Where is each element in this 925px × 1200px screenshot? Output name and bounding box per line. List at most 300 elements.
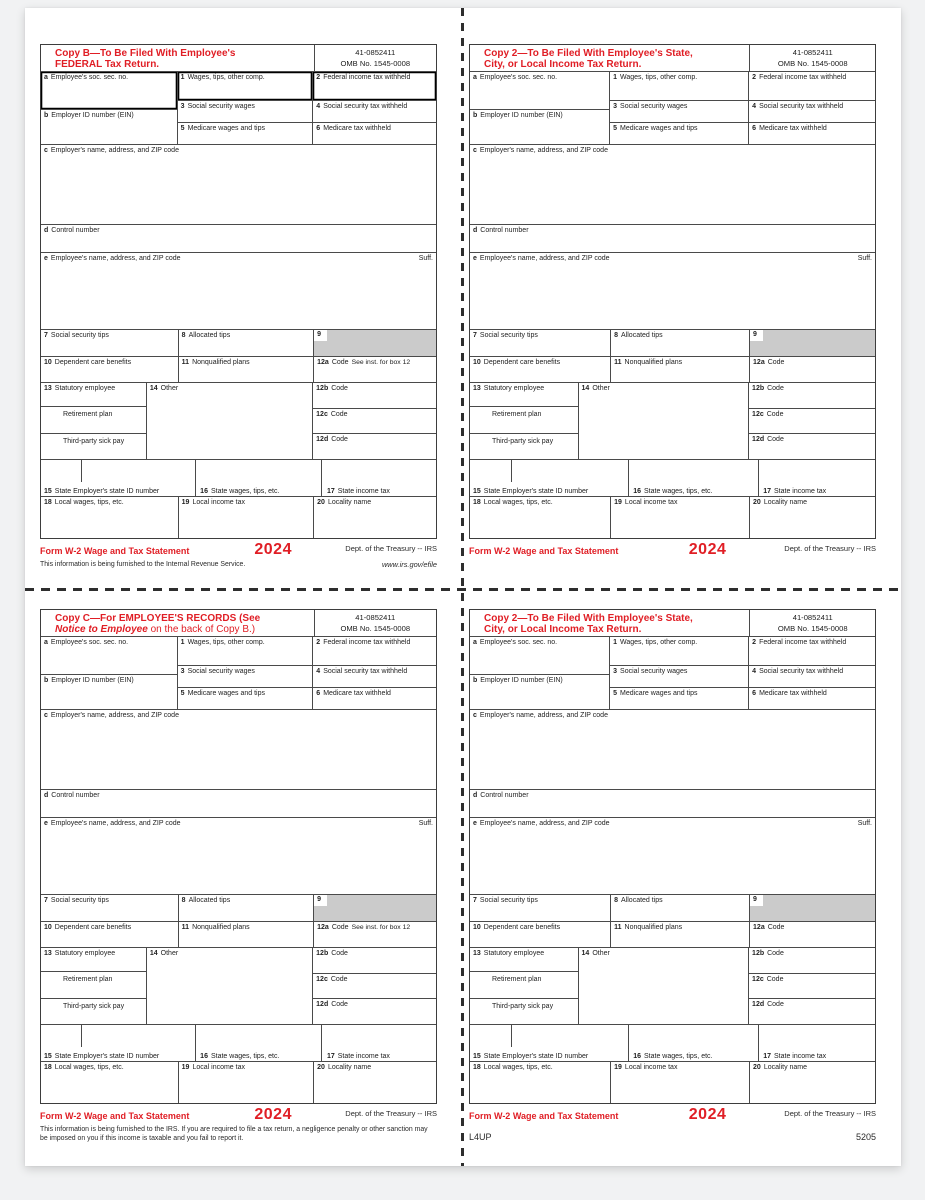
box-label: State wages, tips, etc. bbox=[644, 488, 713, 495]
box-13-retirement-plan bbox=[470, 972, 578, 998]
box-20-locality-name bbox=[313, 497, 436, 538]
boxes-5-6-row bbox=[610, 688, 875, 709]
boxes-a-b-column bbox=[470, 637, 610, 709]
copy-title bbox=[470, 45, 749, 71]
box-e-label-group bbox=[470, 253, 613, 329]
box-number: 2 bbox=[752, 639, 757, 646]
box-number: 12a bbox=[317, 359, 329, 366]
box-15-state-employer-id bbox=[44, 1053, 159, 1060]
box-c-employer-name-address bbox=[470, 710, 875, 790]
box-13-statutory-employee bbox=[41, 948, 146, 972]
box-number: 18 bbox=[473, 499, 481, 506]
boxes-3-4-row bbox=[610, 666, 875, 688]
divider-15-16 bbox=[628, 460, 629, 496]
box-number: 1 bbox=[180, 639, 185, 646]
divider-16-17 bbox=[758, 1025, 759, 1061]
box-14-other bbox=[579, 948, 750, 1024]
box-label: Allocated tips bbox=[188, 897, 231, 904]
box-9-shaded bbox=[749, 330, 875, 356]
box-letter: c bbox=[473, 147, 477, 154]
box-number: 12c bbox=[316, 410, 328, 418]
box-number: 12d bbox=[752, 1001, 765, 1009]
box-label: Employer's name, address, and ZIP code bbox=[479, 147, 608, 154]
box-13-retirement-plan bbox=[470, 407, 578, 433]
box-e-employee-name-address bbox=[470, 253, 875, 330]
box-17-state-income-tax bbox=[327, 1053, 390, 1060]
box-number: 7 bbox=[44, 332, 48, 339]
box-d-control-number bbox=[41, 225, 436, 253]
boxes-18-19-20-row bbox=[41, 497, 436, 538]
box-label: Medicare tax withheld bbox=[759, 125, 827, 132]
box-7-social-security-tips bbox=[41, 895, 178, 921]
box-label: Code bbox=[766, 410, 784, 418]
box-number: 20 bbox=[317, 1064, 325, 1071]
box-label: Code bbox=[767, 436, 784, 444]
copy-title bbox=[41, 45, 314, 71]
boxes-1-2-row bbox=[610, 72, 875, 101]
box-label: Social security tax withheld bbox=[323, 668, 408, 675]
w2-copy-c-records-form bbox=[40, 609, 437, 1143]
boxes-a-to-6-region bbox=[41, 637, 436, 710]
box-label: Employee's soc. sec. no. bbox=[479, 639, 558, 646]
box-label: Social security tips bbox=[50, 332, 109, 339]
box-number: 10 bbox=[44, 924, 52, 931]
boxes-13-14-12bcd-row bbox=[41, 948, 436, 1025]
box-20-locality-name bbox=[313, 1062, 436, 1103]
box-b-employer-ein bbox=[470, 675, 609, 709]
boxes-5-6-row bbox=[610, 123, 875, 144]
box-number: 16 bbox=[633, 1053, 641, 1060]
boxes-13-14-12bcd-row bbox=[41, 383, 436, 460]
box-number: 5 bbox=[180, 125, 185, 132]
boxes-1-2-row bbox=[178, 637, 436, 666]
box-label: Dependent care benefits bbox=[54, 359, 132, 366]
copy-title-line1: Copy 2—To Be Filed With Employee's State, bbox=[484, 47, 693, 59]
boxes-1-to-6-column bbox=[610, 72, 875, 144]
box-6-medicare-tax-withheld bbox=[749, 123, 875, 144]
box-label: Social security tax withheld bbox=[759, 103, 844, 110]
box-16-state-wages bbox=[633, 488, 712, 495]
boxes-1-to-6-column bbox=[178, 72, 436, 144]
box-6-medicare-tax-withheld bbox=[313, 688, 436, 709]
box-label: State income tax bbox=[774, 488, 827, 495]
box-9-shaded bbox=[313, 895, 436, 921]
treasury-dept-label: Dept. of the Treasury -- IRS bbox=[345, 1109, 437, 1118]
box-number: 12b bbox=[316, 950, 329, 957]
form-name: Form W-2 Wage and Tax Statement bbox=[40, 546, 190, 556]
box-5-medicare-wages bbox=[610, 123, 749, 144]
box-number: 12c bbox=[316, 975, 328, 983]
box-20-locality-name bbox=[749, 497, 875, 538]
box-12d-code bbox=[749, 999, 875, 1024]
box-letter: d bbox=[473, 227, 478, 234]
box-label: Other bbox=[592, 950, 610, 957]
box-letter: c bbox=[44, 147, 48, 154]
box-letter: a bbox=[44, 639, 48, 646]
box-18-local-wages bbox=[470, 497, 610, 538]
footnote-left: This information is being furnished to the Internal Revenue Service. bbox=[40, 561, 246, 568]
box-label: Medicare tax withheld bbox=[759, 690, 827, 697]
box-number: 9 bbox=[314, 330, 327, 341]
copy-title-line2-rest: on the back of Copy B.) bbox=[147, 623, 256, 635]
box-3-social-security-wages bbox=[178, 101, 314, 122]
box-label: Nonqualified plans bbox=[624, 924, 683, 931]
boxes-12bcd-column bbox=[313, 383, 436, 459]
box-label: State Employer's state ID number bbox=[54, 1053, 160, 1060]
boxes-10-11-12a-row bbox=[470, 922, 875, 948]
box-13-third-party-sick-pay bbox=[470, 434, 578, 459]
box-label: Local income tax bbox=[192, 499, 245, 506]
box-13-third-party-sick-pay bbox=[41, 999, 146, 1024]
copy-title-line2 bbox=[55, 59, 312, 70]
box-letter: c bbox=[473, 712, 477, 719]
boxes-10-11-12a-row bbox=[470, 357, 875, 383]
form-control-number: 41-0852411 bbox=[792, 613, 833, 622]
form-header-row bbox=[470, 45, 875, 72]
boxes-1-to-6-column bbox=[178, 637, 436, 709]
box-number: 15 bbox=[44, 488, 52, 495]
box-5-medicare-wages bbox=[178, 688, 314, 709]
box-7-social-security-tips bbox=[470, 330, 610, 356]
box-number: 13 bbox=[473, 950, 481, 957]
footnote-left: This information is being furnished to the IRS. If you are required to file a tax return, a negligence penalty or other sanction may be imposed on you if this income is taxable and you fail to report it. bbox=[40, 1126, 428, 1142]
box-e-employee-name-address bbox=[41, 253, 436, 330]
boxes-15-16-17-row bbox=[470, 460, 875, 497]
box-12-instructions-note: See inst. for box 12 bbox=[351, 924, 411, 931]
box-4-social-security-tax-withheld bbox=[313, 101, 436, 122]
box-number: 19 bbox=[614, 1064, 622, 1071]
box-12c-code bbox=[749, 974, 875, 1000]
box-number: 8 bbox=[181, 897, 186, 904]
box-11-nonqualified-plans bbox=[610, 922, 749, 947]
box-15-state-employer-id bbox=[473, 1053, 588, 1060]
boxes-18-19-20-row bbox=[41, 1062, 436, 1103]
box-number: 7 bbox=[473, 897, 477, 904]
box-1-wages-tips bbox=[610, 72, 749, 100]
box-number: 1 bbox=[613, 639, 618, 646]
footnote-left: L4UP bbox=[469, 1132, 492, 1142]
form-control-number: 41-0852411 bbox=[355, 613, 396, 622]
box-number: 11 bbox=[614, 924, 622, 931]
box-label: State Employer's state ID number bbox=[483, 1053, 589, 1060]
box-12c-code bbox=[749, 409, 875, 435]
box-2-federal-income-tax-withheld bbox=[313, 637, 436, 665]
box-label: Retirement plan bbox=[63, 976, 113, 984]
copy-title-line1: Copy 2—To Be Filed With Employee's State, bbox=[484, 612, 693, 624]
box-label: Retirement plan bbox=[63, 411, 113, 419]
box-label: Control number bbox=[480, 227, 529, 234]
box-7-social-security-tips bbox=[470, 895, 610, 921]
box-19-local-income-tax bbox=[178, 1062, 313, 1103]
box-number: 12b bbox=[752, 385, 765, 392]
box-number: 20 bbox=[317, 499, 325, 506]
box-11-nonqualified-plans bbox=[178, 357, 313, 382]
box-12a-code bbox=[313, 922, 436, 947]
box-12c-code bbox=[313, 974, 436, 1000]
box-label: State wages, tips, etc. bbox=[644, 1053, 713, 1060]
box-10-dependent-care-benefits bbox=[470, 922, 610, 947]
box-number: 6 bbox=[752, 125, 757, 132]
box-a-employee-ssn bbox=[470, 72, 609, 110]
box-9-shaded bbox=[313, 330, 436, 356]
box-13-checkbox-column bbox=[41, 948, 147, 1024]
box-13-third-party-sick-pay bbox=[470, 999, 578, 1024]
box-number: 18 bbox=[44, 1064, 52, 1071]
box-label: Code bbox=[767, 950, 784, 957]
box-label: Employee's soc. sec. no. bbox=[50, 74, 129, 81]
box-number: 12b bbox=[316, 385, 329, 392]
box-number: 11 bbox=[181, 924, 190, 931]
box-letter: e bbox=[44, 820, 48, 827]
box-e-label-group bbox=[41, 818, 184, 894]
divider-15-16 bbox=[195, 460, 196, 496]
box-label: Code bbox=[331, 385, 348, 392]
box-17-state-income-tax bbox=[763, 1053, 826, 1060]
box-label: Nonqualified plans bbox=[624, 359, 683, 366]
state-abbrev-divider bbox=[511, 460, 512, 482]
box-number: 12a bbox=[753, 359, 765, 366]
box-number: 4 bbox=[316, 103, 321, 110]
tax-year: 2024 bbox=[254, 541, 292, 558]
box-6-medicare-tax-withheld bbox=[313, 123, 436, 144]
box-19-local-income-tax bbox=[610, 1062, 749, 1103]
state-abbrev-divider bbox=[81, 1025, 82, 1047]
box-number: 19 bbox=[614, 499, 622, 506]
tax-year: 2024 bbox=[688, 541, 727, 558]
box-1-wages-tips bbox=[178, 637, 314, 665]
box-number: 13 bbox=[44, 385, 52, 392]
box-label: Local wages, tips, etc. bbox=[54, 1064, 124, 1071]
box-11-nonqualified-plans bbox=[178, 922, 313, 947]
box-number: 2 bbox=[316, 74, 321, 81]
box-a-employee-ssn bbox=[41, 637, 177, 675]
boxes-1-2-row bbox=[178, 72, 436, 101]
box-13-checkbox-column bbox=[470, 383, 579, 459]
boxes-a-to-6-region bbox=[470, 72, 875, 145]
boxes-7-8-9-row bbox=[41, 895, 436, 922]
boxes-18-19-20-row bbox=[470, 1062, 875, 1103]
state-abbrev-divider bbox=[511, 1025, 512, 1047]
box-b-employer-ein bbox=[41, 110, 177, 144]
box-letter: e bbox=[473, 255, 477, 262]
boxes-7-8-9-row bbox=[41, 330, 436, 357]
box-letter: a bbox=[473, 74, 477, 81]
box-label: Social security wages bbox=[620, 668, 688, 675]
box-label: Employer ID number (EIN) bbox=[480, 112, 563, 119]
box-number: 17 bbox=[326, 1053, 335, 1060]
box-10-dependent-care-benefits bbox=[41, 357, 178, 382]
boxes-a-b-column bbox=[41, 72, 178, 144]
box-label: Wages, tips, other comp. bbox=[187, 74, 265, 81]
box-number: 20 bbox=[753, 499, 761, 506]
box-number: 12c bbox=[752, 410, 764, 418]
w2-form-grid bbox=[40, 609, 437, 1104]
box-label: Third-party sick pay bbox=[63, 1002, 125, 1010]
box-12b-code bbox=[313, 948, 436, 974]
box-12a-code bbox=[749, 357, 875, 382]
suffix-label: Suff. bbox=[857, 820, 872, 827]
copy-title-line2-rest: City, or Local Income Tax Return. bbox=[484, 623, 642, 635]
box-label: Local wages, tips, etc. bbox=[483, 1064, 553, 1071]
box-number: 14 bbox=[581, 385, 590, 392]
box-number: 1 bbox=[180, 74, 185, 81]
box-label: Dependent care benefits bbox=[483, 924, 561, 931]
box-label: Employer's name, address, and ZIP code bbox=[50, 147, 179, 154]
box-label: State Employer's state ID number bbox=[483, 488, 589, 495]
boxes-13-14-12bcd-row bbox=[470, 948, 875, 1025]
box-8-allocated-tips bbox=[610, 330, 749, 356]
form-footer bbox=[469, 1106, 876, 1125]
form-footnote bbox=[40, 1126, 437, 1143]
footnote-right: 5205 bbox=[855, 1132, 876, 1142]
omb-box bbox=[314, 610, 436, 636]
tax-year: 2024 bbox=[254, 1106, 292, 1123]
form-name: Form W-2 Wage and Tax Statement bbox=[469, 546, 619, 556]
box-number: 17 bbox=[326, 488, 335, 495]
box-3-social-security-wages bbox=[178, 666, 314, 687]
box-number: 13 bbox=[473, 385, 481, 392]
form-header-row bbox=[41, 45, 436, 72]
box-letter: a bbox=[44, 74, 48, 81]
box-number: 1 bbox=[613, 74, 618, 81]
box-number: 8 bbox=[614, 897, 619, 904]
box-e-employee-name-address bbox=[41, 818, 436, 895]
box-16-state-wages bbox=[200, 1053, 279, 1060]
box-12b-code bbox=[749, 948, 875, 974]
boxes-7-8-9-row bbox=[470, 330, 875, 357]
box-number: 5 bbox=[613, 125, 618, 132]
boxes-15-16-17-row bbox=[41, 1025, 436, 1062]
box-label: Medicare tax withheld bbox=[323, 125, 391, 132]
box-label: Employer ID number (EIN) bbox=[51, 112, 134, 119]
boxes-3-4-row bbox=[178, 666, 436, 688]
divider-15-16 bbox=[195, 1025, 196, 1061]
box-d-control-number bbox=[470, 790, 875, 818]
treasury-dept-label: Dept. of the Treasury -- IRS bbox=[784, 544, 876, 553]
box-label: Medicare tax withheld bbox=[323, 690, 391, 697]
box-20-locality-name bbox=[749, 1062, 875, 1103]
box-label: Local income tax bbox=[624, 499, 678, 506]
box-label: Control number bbox=[51, 792, 100, 799]
box-number: 2 bbox=[752, 74, 757, 81]
box-label: Code bbox=[331, 924, 349, 931]
boxes-10-11-12a-row bbox=[41, 922, 436, 948]
omb-box bbox=[749, 610, 875, 636]
box-19-local-income-tax bbox=[610, 497, 749, 538]
box-18-local-wages bbox=[41, 1062, 178, 1103]
boxes-12bcd-column bbox=[749, 383, 875, 459]
box-8-allocated-tips bbox=[610, 895, 749, 921]
box-number: 3 bbox=[180, 103, 185, 110]
box-label: Employee's soc. sec. no. bbox=[479, 74, 558, 81]
w2-form-grid bbox=[469, 609, 876, 1104]
treasury-dept-label: Dept. of the Treasury -- IRS bbox=[345, 544, 437, 553]
form-footnote bbox=[469, 1133, 876, 1142]
box-label: Code bbox=[331, 359, 349, 366]
box-label: Control number bbox=[51, 227, 100, 234]
box-number: 12a bbox=[753, 924, 765, 931]
footnote-right: www.irs.gov/efile bbox=[381, 560, 437, 569]
box-b-employer-ein bbox=[41, 675, 177, 709]
box-15-state-employer-id bbox=[44, 488, 159, 495]
tax-year: 2024 bbox=[688, 1106, 727, 1123]
boxes-a-to-6-region bbox=[470, 637, 875, 710]
omb-number: OMB No. 1545-0008 bbox=[777, 624, 848, 633]
box-label: Dependent care benefits bbox=[54, 924, 132, 931]
w2-form-grid bbox=[40, 44, 437, 539]
box-label: Locality name bbox=[763, 1064, 808, 1071]
box-a-employee-ssn bbox=[41, 72, 177, 110]
box-13-statutory-employee bbox=[41, 383, 146, 407]
box-a-employee-ssn bbox=[470, 637, 609, 675]
box-d-control-number bbox=[41, 790, 436, 818]
box-number: 9 bbox=[750, 330, 763, 341]
box-16-state-wages bbox=[633, 1053, 712, 1060]
box-2-federal-income-tax-withheld bbox=[749, 72, 875, 100]
box-label: Nonqualified plans bbox=[192, 359, 250, 366]
box-18-local-wages bbox=[41, 497, 178, 538]
box-number: 8 bbox=[614, 332, 619, 339]
form-footer bbox=[40, 1106, 437, 1125]
copy-title-line2-rest: FEDERAL Tax Return. bbox=[55, 58, 160, 70]
form-name: Form W-2 Wage and Tax Statement bbox=[469, 1111, 619, 1121]
box-12b-code bbox=[313, 383, 436, 409]
box-number: 12d bbox=[316, 436, 329, 444]
box-label: Medicare wages and tips bbox=[620, 690, 698, 697]
form-footnote bbox=[40, 561, 437, 570]
box-label: Federal income tax withheld bbox=[759, 639, 847, 646]
omb-box bbox=[749, 45, 875, 71]
box-13-checkbox-column bbox=[41, 383, 147, 459]
box-number: 19 bbox=[181, 499, 190, 506]
boxes-15-16-17-row bbox=[41, 460, 436, 497]
box-3-social-security-wages bbox=[610, 101, 749, 122]
box-letter: d bbox=[44, 227, 49, 234]
box-2-federal-income-tax-withheld bbox=[749, 637, 875, 665]
box-number: 12a bbox=[317, 924, 329, 931]
box-10-dependent-care-benefits bbox=[41, 922, 178, 947]
box-e-employee-name-address bbox=[470, 818, 875, 895]
box-label: Federal income tax withheld bbox=[323, 639, 411, 646]
box-label: Locality name bbox=[327, 1064, 372, 1071]
box-label: Medicare wages and tips bbox=[187, 125, 265, 132]
box-letter: e bbox=[473, 820, 477, 827]
box-14-other bbox=[147, 383, 313, 459]
box-label: Allocated tips bbox=[188, 332, 231, 339]
box-4-social-security-tax-withheld bbox=[313, 666, 436, 687]
box-letter: b bbox=[44, 677, 49, 684]
copy-title-line2-rest: City, or Local Income Tax Return. bbox=[484, 58, 642, 70]
box-13-retirement-plan bbox=[41, 407, 146, 433]
copy-title bbox=[470, 610, 749, 636]
box-label: State wages, tips, etc. bbox=[210, 1053, 280, 1060]
box-label: Other bbox=[592, 385, 610, 392]
box-number: 12d bbox=[752, 436, 765, 444]
suffix-label: Suff. bbox=[857, 255, 872, 262]
form-name: Form W-2 Wage and Tax Statement bbox=[40, 1111, 190, 1121]
box-label: Statutory employee bbox=[483, 385, 545, 392]
boxes-a-to-6-region bbox=[41, 72, 436, 145]
box-12b-code bbox=[749, 383, 875, 409]
box-label: Social security tips bbox=[479, 332, 538, 339]
box-1-wages-tips bbox=[178, 72, 314, 100]
box-5-medicare-wages bbox=[610, 688, 749, 709]
box-number: 15 bbox=[44, 1053, 52, 1060]
boxes-3-4-row bbox=[610, 101, 875, 123]
box-8-allocated-tips bbox=[178, 330, 313, 356]
copy-title-line1: Copy C—For EMPLOYEE'S RECORDS (See bbox=[55, 612, 261, 624]
box-number: 6 bbox=[316, 690, 321, 697]
